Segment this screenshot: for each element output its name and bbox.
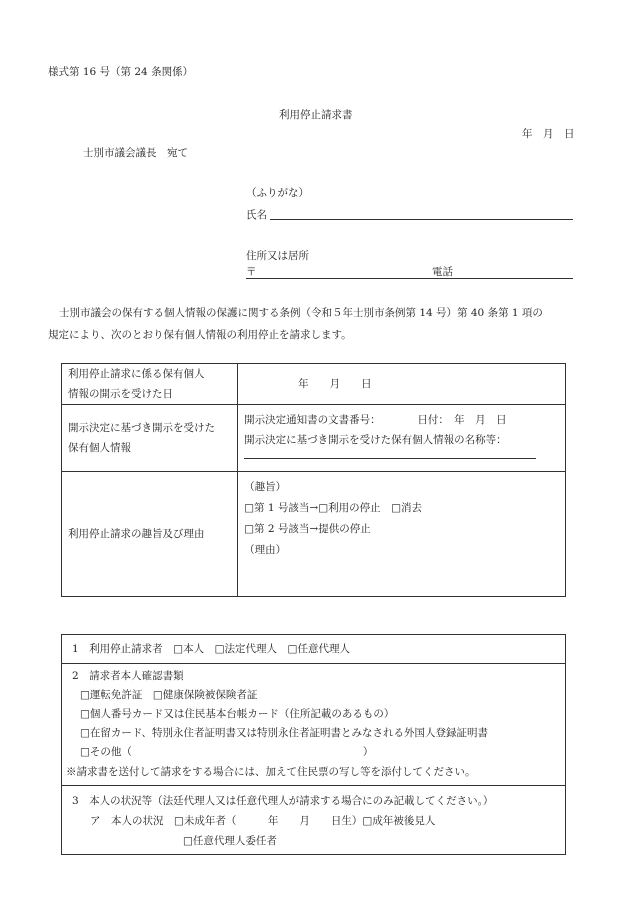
label-line: 利用停止請求に係る保有個人 [68,368,205,380]
address-label: 住所又は居所 [246,250,309,262]
label-line: 保有個人情報 [68,442,131,454]
document-title: 利用停止請求書 [279,109,353,121]
request-details-table [61,363,566,597]
reason-heading: （理由） [244,544,287,556]
paragraph-line-1: 士別市議会の保有する個人情報の保護に関する条例（令和５年士別市条例第 14 号）第 40 条第 1 項の [59,307,543,319]
id-option-residence-card[interactable]: □在留カード、特別永住者証明書又は特別永住者証明書とみなされる外国人登録証明書 [80,727,488,739]
paragraph-line-2: 規定により、次のとおり保有個人情報の利用停止を請求します。 [48,329,352,341]
id-option-license[interactable]: □運転免許証 □健康保険被保険者証 [80,689,258,701]
principal-status-options[interactable]: ア 本人の状況 □未成年者（ 年 月 日生）□成年被後見人 [90,815,436,827]
furigana-label: （ふりがな） [246,187,309,199]
purpose-reason-field[interactable] [238,472,566,597]
request-paragraph [48,302,598,346]
disclosure-date-field[interactable]: 年 月 日 [238,364,566,405]
label-line: 開示決定に基づき開示を受けた [68,422,215,434]
disclosed-info-field[interactable] [238,405,566,472]
id-option-mynumber[interactable]: □個人番号カード又は住民基本台帳カード（住所記載のあるもの） [80,708,395,720]
purpose-heading: （趣旨） [244,481,287,493]
id-documents-title: 2 請求者本人確認書類 [72,670,184,682]
requester-info-box [61,634,566,855]
address-field[interactable] [246,278,573,279]
requester-type-row[interactable]: 1 利用停止請求者 □本人 □法定代理人 □任意代理人 [72,643,350,655]
mailing-note: ※請求書を送付して請求をする場合には、加えて住民票の写し等を添付してください。 [66,766,476,778]
table-row [62,364,566,405]
disclosed-info-label [62,405,238,472]
purpose-option-1[interactable]: □第 1 号該当→□利用の停止 □消去 [244,502,423,514]
phone-label: 電話 [432,266,453,278]
table-row [62,405,566,472]
name-label: 氏名 [246,209,267,221]
postal-mark: 〒 [246,266,257,278]
addressee: 士別市議会議長 宛て [83,147,188,159]
purpose-reason-label: 利用停止請求の趣旨及び理由 [62,472,238,597]
principal-option-delegator[interactable]: □任意代理人委任者 [183,835,277,847]
principal-status-title: 3 本人の状況等（法廷代理人又は任意代理人が請求する場合にのみ記載してください。） [72,795,494,807]
label-line: 情報の開示を受けた日 [68,388,173,400]
purpose-option-2[interactable]: □第 2 号該当→提供の停止 [244,523,371,535]
disclosure-date-label [62,364,238,405]
name-field[interactable] [270,219,573,220]
id-option-other[interactable]: □その他（ ） [80,746,374,758]
info-name-line: 開示決定に基づき開示を受けた保有個人情報の名称等： [244,434,507,446]
form-number: 様式第 16 号（第 24 条関係） [48,66,194,78]
info-name-underline [244,450,536,459]
date-line: 年 月 日 [522,128,575,140]
divider [62,785,565,786]
table-row [62,472,566,597]
document-number-line: 開示決定通知書の文書番号： 日付： 年 月 日 [244,414,507,426]
divider [62,663,565,664]
